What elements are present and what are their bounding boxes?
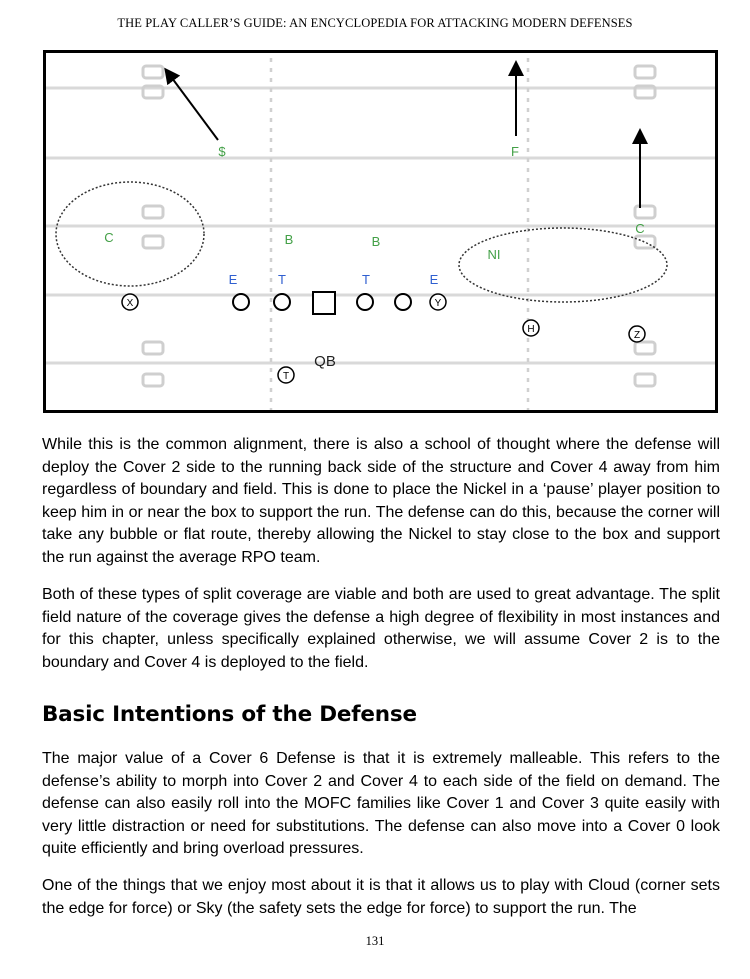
label-safety-s: $ xyxy=(218,144,226,159)
label-corner-right: C xyxy=(635,221,645,236)
offensive-lineman xyxy=(233,294,249,310)
label-t: T xyxy=(282,371,290,382)
label-end-left: E xyxy=(228,272,238,287)
label-tackle-left: T xyxy=(278,272,286,287)
field-border xyxy=(45,52,717,412)
body-paragraph: While this is the common alignment, there is also a school of thought where the defense will deploy the Cover 2 side to the running back side of the structure and Cover 4 away from him regardless of boundary and field. This is done to place the Nickel in a ‘pause’ player position to keep him in or near the box to support the run. The defense can do this, because the corner will take any bubble or flat route, thereby allowing the Nickel to stay close to the box and support the run against the average RPO team. xyxy=(42,436,720,566)
offensive-lineman xyxy=(357,294,373,310)
page-number: 131 xyxy=(365,934,385,948)
label-x: X xyxy=(126,298,134,309)
offensive-lineman xyxy=(395,294,411,310)
coverage-diagram xyxy=(43,50,718,413)
label-z: Z xyxy=(633,330,641,341)
label-tackle-right: T xyxy=(362,272,370,287)
label-backer-left: B xyxy=(284,232,294,247)
label-h: H xyxy=(527,324,535,335)
offensive-lineman xyxy=(274,294,290,310)
body-paragraph: The major value of a Cover 6 Defense is that it is extremely malleable. This refers to the defense’s ability to morph into Cover 2 and Cover 4 to each side of the field on demand. The defense can also easily roll into the MOFC families like Cover 1 and Cover 3 quite easily with very little distraction or need for substitutions. The defense can also move into a Cover 0 look quite efficiently and bring overload pressures. xyxy=(42,750,720,858)
label-backer-right: B xyxy=(371,234,381,249)
running-header: THE PLAY CALLER’S GUIDE: AN ENCYCLOPEDIA FOR ATTACKING MODERN DEFENSES xyxy=(117,16,633,30)
label-nickel: NI xyxy=(487,247,501,262)
center-square xyxy=(313,292,335,314)
body-paragraph: One of the things that we enjoy most about it is that it allows us to play with Cloud (corner sets the edge for force) or Sky (the safety sets the edge for force) to support the run. The xyxy=(42,877,720,917)
label-y: Y xyxy=(434,298,442,309)
section-heading: Basic Intentions of the Defense xyxy=(42,702,417,727)
body-paragraph: Both of these types of split coverage are viable and both are used to great advantage. The split field nature of the coverage gives the defense a high degree of flexibility in most instances and for this chapter, unless specifically explained otherwise, we will assume Cover 2 is to the boundary and Cover 4 is deployed to the field. xyxy=(42,586,720,671)
label-corner-left: C xyxy=(104,230,114,245)
label-end-right: E xyxy=(429,272,439,287)
label-qb: QB xyxy=(314,353,336,370)
label-free-safety: F xyxy=(511,144,519,159)
